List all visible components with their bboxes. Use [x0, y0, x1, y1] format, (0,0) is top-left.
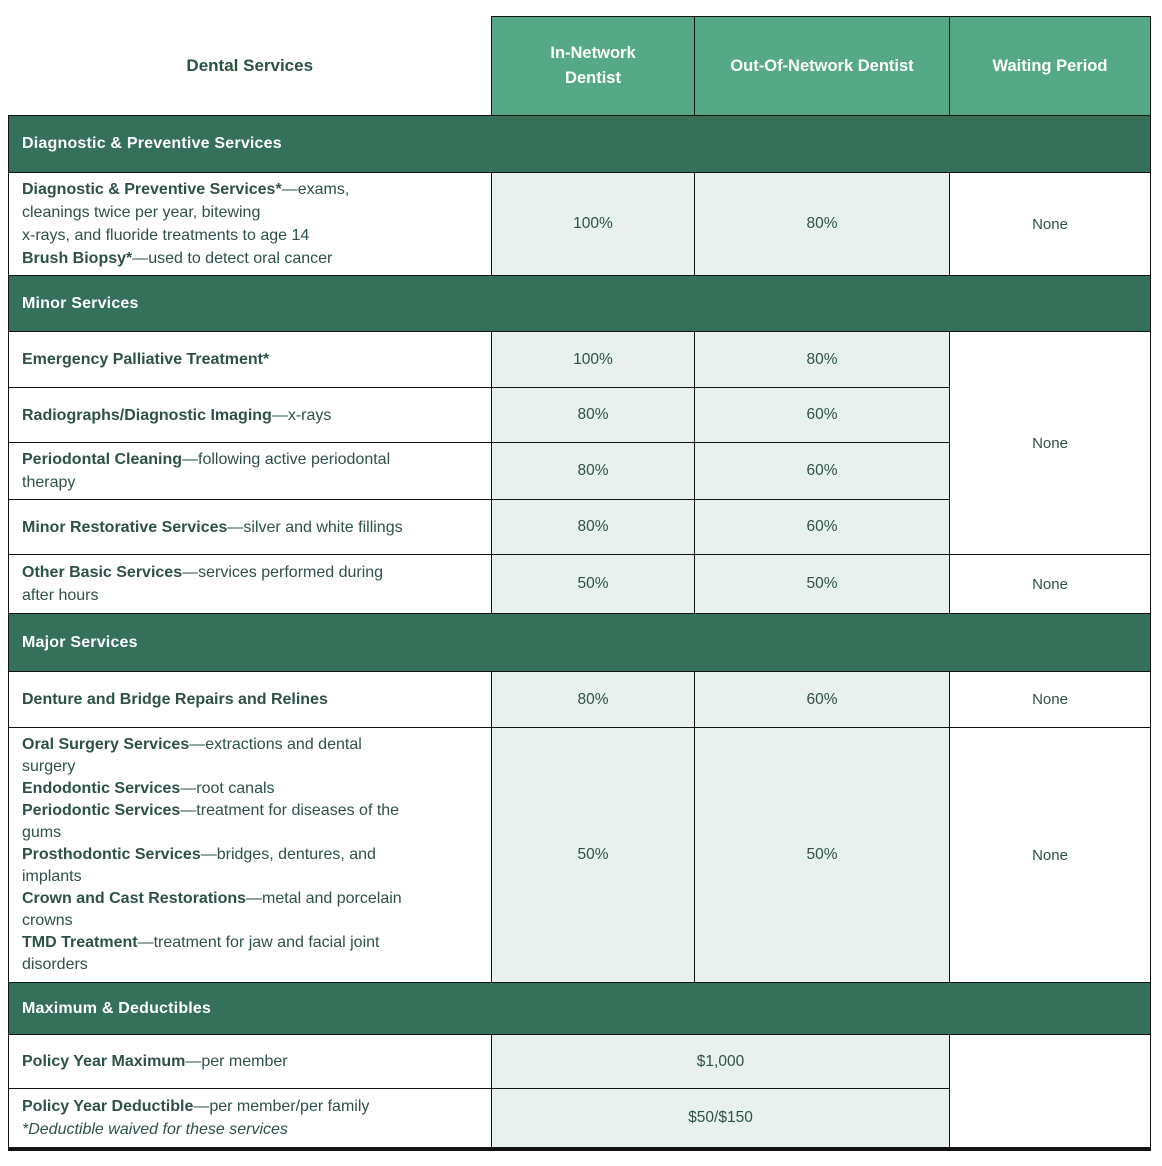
service-desc: disorders — [22, 956, 88, 973]
section-diagnostic-preventive — [9, 116, 1151, 173]
dental-benefits-table — [8, 16, 1151, 1151]
service-desc: surgery — [22, 758, 76, 775]
service-name: Prosthodontic Services — [22, 846, 201, 863]
service-cell — [9, 332, 492, 388]
service-desc: crowns — [22, 912, 73, 929]
section-major-services — [9, 614, 1151, 672]
in-network-value: 50% — [492, 728, 695, 983]
in-network-value: 80% — [492, 443, 695, 500]
service-desc: gums — [22, 824, 62, 841]
service-desc: —root canals — [180, 780, 275, 797]
service-cell — [9, 555, 492, 614]
service-name: Periodontal Cleaning — [22, 451, 183, 468]
row-other-basic — [9, 555, 1151, 614]
service-desc: therapy — [22, 474, 76, 491]
in-network-value: 80% — [492, 672, 695, 728]
header-dental-services — [9, 17, 492, 116]
service-desc: x-rays, and fluoride treatments to age 14 — [22, 227, 310, 244]
waiting-period-empty-cell — [950, 1035, 1151, 1149]
header-waiting-period-label: Waiting Period — [992, 56, 1108, 75]
header-out-of-network — [695, 17, 950, 116]
out-network-value: 60% — [695, 443, 950, 500]
service-desc: —used to detect oral cancer — [132, 250, 333, 267]
section-minor-services — [9, 276, 1151, 332]
section-title: Diagnostic & Preventive Services — [22, 135, 282, 152]
section-title-cell — [9, 983, 1151, 1035]
section-title: Maximum & Deductibles — [22, 999, 212, 1017]
in-network-value: 80% — [492, 500, 695, 555]
service-desc: —services performed during — [182, 564, 384, 581]
service-desc: —x-rays — [271, 406, 332, 424]
service-name: Diagnostic & Preventive Services* — [22, 181, 282, 198]
in-network-value: 50% — [492, 555, 695, 614]
waiting-period-value: None — [950, 555, 1151, 614]
service-cell — [9, 728, 492, 983]
service-name: Policy Year Deductible — [22, 1097, 194, 1115]
section-title-cell — [9, 276, 1151, 332]
service-cell — [9, 500, 492, 555]
out-network-value: 80% — [695, 332, 950, 388]
service-name: Other Basic Services — [22, 564, 183, 581]
service-cell — [9, 173, 492, 276]
section-title: Major Services — [22, 633, 138, 651]
waiting-period-value: None — [950, 728, 1151, 983]
service-desc: —bridges, dentures, and — [200, 846, 376, 863]
out-network-value: 50% — [695, 728, 950, 983]
in-network-value: 80% — [492, 388, 695, 443]
deductible-waived-note: *Deductible waived for these services — [22, 1120, 288, 1138]
section-title-cell — [9, 116, 1151, 173]
out-network-value: 60% — [695, 672, 950, 728]
service-name: Radiographs/Diagnostic Imaging — [22, 406, 272, 424]
header-waiting-period — [950, 17, 1151, 116]
out-network-value: 60% — [695, 500, 950, 555]
header-in-network — [492, 17, 695, 116]
service-desc: after hours — [22, 587, 99, 604]
out-network-value: 60% — [695, 388, 950, 443]
out-network-value: 50% — [695, 555, 950, 614]
service-cell — [9, 1035, 492, 1089]
waiting-period-value: None — [950, 173, 1151, 276]
row-policy-year-maximum — [9, 1035, 1151, 1089]
row-emergency-palliative — [9, 332, 1151, 388]
service-desc: implants — [22, 868, 82, 885]
in-network-value: 100% — [492, 173, 695, 276]
header-dental-services-label: Dental Services — [186, 55, 314, 75]
service-name: Emergency Palliative Treatment* — [22, 351, 270, 368]
service-cell — [9, 1089, 492, 1149]
service-name: Periodontic Services — [22, 802, 181, 819]
section-maximum-deductibles — [9, 983, 1151, 1035]
section-title-cell — [9, 614, 1151, 672]
service-name: Oral Surgery Services — [22, 736, 190, 753]
service-name: Policy Year Maximum — [22, 1053, 186, 1070]
service-name: Endodontic Services — [22, 780, 181, 797]
service-name: Crown and Cast Restorations — [22, 890, 247, 907]
service-cell — [9, 443, 492, 500]
in-network-value: 100% — [492, 332, 695, 388]
service-name: Brush Biopsy* — [22, 250, 133, 267]
service-desc: —treatment for jaw and facial joint — [137, 934, 380, 951]
service-cell — [9, 672, 492, 728]
out-network-value: 80% — [695, 173, 950, 276]
service-name: Minor Restorative Services — [22, 518, 228, 536]
service-desc: —per member/per family — [193, 1097, 370, 1115]
service-desc: cleanings twice per year, bitewing — [22, 204, 261, 221]
service-desc: —metal and porcelain — [246, 890, 402, 907]
service-desc: —treatment for diseases of the — [180, 802, 400, 819]
service-desc: —following active periodontal — [182, 451, 391, 468]
service-name: Denture and Bridge Repairs and Relines — [22, 691, 328, 708]
header-in-network-label: In-Network Dentist — [550, 44, 636, 87]
service-desc: —per member — [185, 1053, 288, 1070]
row-diagnostic-preventive — [9, 173, 1151, 276]
waiting-period-merged-value: None — [950, 332, 1151, 555]
service-desc: —exams, — [281, 181, 350, 198]
service-name: TMD Treatment — [22, 934, 138, 951]
section-title: Minor Services — [22, 294, 139, 312]
header-out-of-network-label: Out-Of-Network Dentist — [730, 56, 914, 75]
service-desc: —extractions and dental — [189, 736, 362, 753]
service-desc: —silver and white fillings — [227, 518, 403, 536]
table-header-row — [9, 17, 1151, 116]
policy-deductible-value: $50/$150 — [492, 1089, 950, 1149]
row-major-group — [9, 728, 1151, 983]
waiting-period-value: None — [950, 672, 1151, 728]
service-cell — [9, 388, 492, 443]
policy-maximum-value: $1,000 — [492, 1035, 950, 1089]
row-denture-bridge — [9, 672, 1151, 728]
